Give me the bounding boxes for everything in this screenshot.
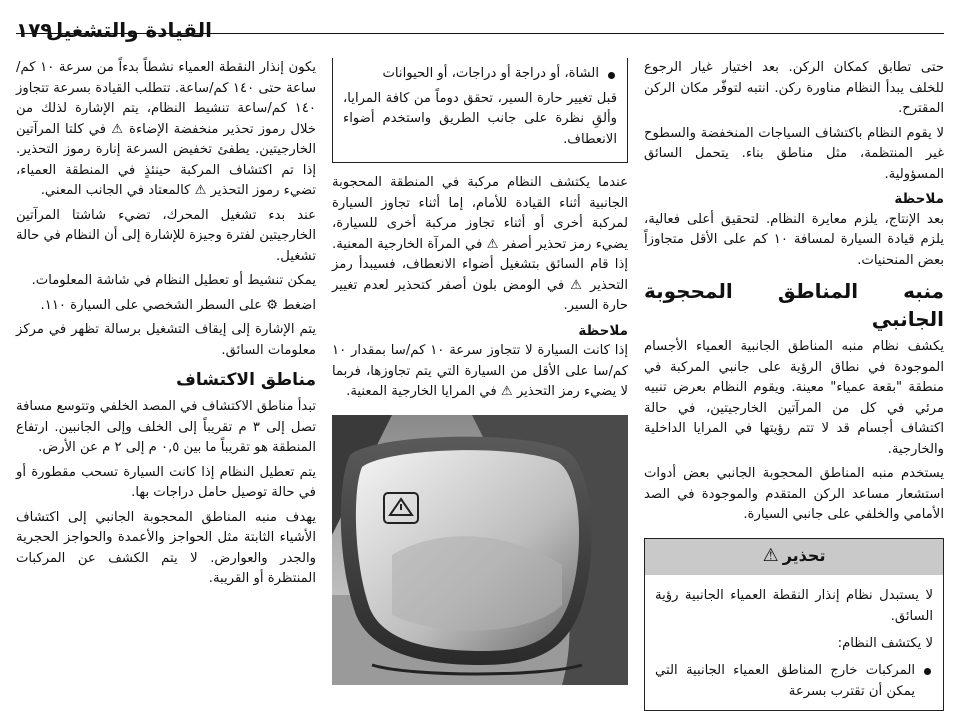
paragraph: يتم الإشارة إلى إيقاف التشغيل برسالة تظهر في مركز معلومات السائق.	[16, 322, 316, 358]
right-column	[644, 58, 944, 711]
section-heading: مناطق الاكتشاف	[176, 370, 316, 390]
warning-box-continued	[332, 58, 628, 163]
section-heading: منبه المناطق المحجوبة الجانبي	[644, 279, 944, 331]
paragraph: عندما يكتشف النظام مركبة في المنطقة المحجوبة الجانبية أثناء القيادة للأمام، إما أثناء تجاوز السيارة لمركبة أخرى أو أثناء تجاوز مركبة أخرى للسيارة، يضيء رمز تحذير أصفر ⚠ في المرآة الخارجية المعنية. إذا قام السائق بتشغيل أضواء الانعطاف، فسيبدأ رمز التحذير ⚠ في الومض بلون أصفر كتحذير لعدم تغيير حارة السير.	[332, 175, 628, 313]
bullet-text: الشاة، أو دراجة أو دراجات، أو الحيوانات	[382, 66, 599, 81]
paragraph: تبدأ مناطق الاكتشاف في المصد الخلفي وتتوسع مسافة تصل إلى ٣ م تقريباً إلى الخلف وإلى الجانبين. ارتفاع المنطقة هو تقريباً ما بين ٠,٥ م إلى ٢ م عن الأرض.	[16, 399, 316, 455]
side-mirror-image	[332, 415, 628, 685]
warning-body	[645, 575, 943, 710]
note-title: ملاحظة	[578, 322, 628, 339]
paragraph: يمكن تنشيط أو تعطيل النظام في شاشة المعلومات.	[31, 273, 316, 288]
note-text: إذا كانت السيارة لا تتجاوز سرعة ١٠ كم/سا بمقدار ١٠ كم/سا على الأقل من السيارة التي يتم تجاوزها، فربما لا يضيء رمز التحذير ⚠ في المرايا الخارجية المعنية.	[332, 343, 628, 399]
paragraph: عند بدء تشغيل المحرك، تضيء شاشتا المرآتين الخارجيتين لفترة وجيزة للإشارة إلى أن النظام في حالة تشغيل.	[16, 207, 316, 264]
paragraph: حتى تطابق كمكان الركن. بعد اختيار غيار الرجوع للخلف يبدأ النظام مناورة ركن. انتبه لتوفّر مكان الركن المقترح.	[644, 60, 944, 116]
bullet-icon	[608, 72, 615, 79]
paragraph: اضغط ⚙ على السطر الشخصي على السيارة ١١٠.	[40, 297, 316, 313]
header-divider	[16, 33, 944, 34]
warning-title: تحذير	[782, 546, 826, 566]
warning-box	[644, 538, 944, 711]
bullet-icon	[924, 668, 931, 675]
warning-bullet	[343, 64, 617, 85]
paragraph: يكشف نظام منبه المناطق الجانبية العمياء الأجسام الموجودة في نطاق الرؤية على جانبي المركبة في منطقة "بقعة عمياء" معينة. ويقوم النظام بعرض تنبيه مرئي في كل من المرآتين الخارجيتين، في حالة اكتشاف أجسام قد لا تتم رؤيتها في المرايا الداخلية والخارجية.	[644, 339, 944, 457]
paragraph: يتم تعطيل النظام إذا كانت السيارة تسحب مقطورة أو في حالة توصيل حامل دراجات بها.	[16, 464, 316, 500]
warning-bullet	[655, 660, 933, 702]
page-number: ١٧٩	[16, 18, 53, 42]
note-title: ملاحظة	[894, 191, 944, 207]
middle-column	[332, 58, 628, 685]
left-column	[16, 58, 316, 594]
warning-text: قبل تغيير حارة السير، تحقق دوماً من كافة المرايا، وألقِ نظرة على جانب الطريق واستخدم أضواء الانعطاف.	[343, 90, 617, 147]
page-title: القيادة والتشغيل	[45, 18, 212, 42]
bullet-text: المركبات خارج المناطق العمياء الجانبية التي يمكن أن تقترب بسرعة	[655, 662, 915, 699]
note-text: بعد الإنتاج، يلزم معايرة النظام. لتحقيق أعلى فعالية، يلزم قيادة السيارة لمسافة ١٠ كم على الأقل متجاوزاً بعض المنحنيات.	[644, 211, 944, 268]
warning-text: لا يستبدل نظام إنذار النقطة العمياء الجانبية رؤية السائق.	[655, 587, 933, 624]
paragraph: لا يقوم النظام باكتشاف السياجات المنخفضة والسطوح غير المنتظمة، مثل مناطق بناء. يتحمل السائق المسؤولية.	[644, 125, 944, 182]
side-mirror-illustration	[332, 415, 628, 685]
paragraph: يهدف منبه المناطق المحجوبة الجانبي إلى اكتشاف الأشياء الثابتة مثل الحواجز والأعمدة والحواجز الحجرية والجدر والعوارض. لا يتم الكشف عن المركبات المنتظرة أو القريبة.	[16, 509, 316, 586]
warning-triangle-icon: ⚠	[762, 545, 779, 567]
warning-text: لا يكتشف النظام:	[837, 635, 933, 651]
paragraph: يكون إنذار النقطة العمياء نشطاً بدءاً من سرعة ١٠ كم/ساعة حتى ١٤٠ كم/ساعة. تتطلب القيادة بسرعة تتجاوز ١٤٠ كم/ساعة تنشيط النظام، يتم الإشارة لذلك من خلال رموز تحذير منخفضة الإضاءة ⚠ في كلتا المرآتين الخارجيتين. يطفئ تخفيض السرعة إنارة رموز التحذير. إذا تم اكتشاف المركبة حينئذٍ في المنطقة العمياء، تضيء رموز التحذير ⚠ كالمعتاد في الجانب المعني.	[16, 60, 316, 198]
warning-header	[645, 539, 943, 575]
paragraph: يستخدم منبه المناطق المحجوبة الجانبي بعض أدوات استشعار مساعد الركن المتقدم والموجودة في الصد الأمامي والخلفي على جانبي السيارة.	[644, 466, 944, 522]
